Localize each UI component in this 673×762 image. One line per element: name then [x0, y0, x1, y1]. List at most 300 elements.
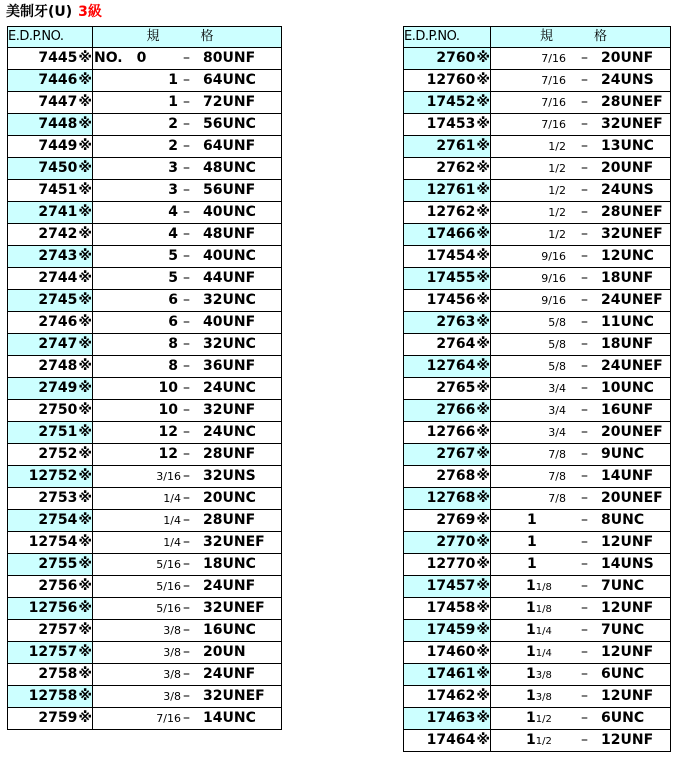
edp-number: 2762 [436, 160, 476, 176]
dash-separator: – [581, 644, 588, 660]
edp-number: 12752 [28, 468, 78, 484]
edp-number: 7446 [38, 72, 78, 88]
dash-separator: – [581, 248, 588, 264]
size-value: 13/8 [526, 688, 552, 704]
spec-cell [93, 202, 282, 224]
edp-cell [404, 290, 491, 312]
note-mark: ※ [78, 578, 92, 594]
size-value: 11/8 [526, 578, 552, 594]
table-row [8, 444, 282, 466]
table-row [8, 686, 282, 708]
table-row [404, 378, 671, 400]
edp-number: 2768 [436, 468, 476, 484]
thread-designation: 24UNF [203, 666, 256, 682]
note-mark: ※ [476, 182, 490, 198]
thread-designation: 12UNC [601, 248, 654, 264]
spec-cell [491, 730, 671, 752]
note-mark: ※ [78, 204, 92, 220]
edp-cell [404, 664, 491, 686]
dash-separator: – [183, 468, 190, 484]
dash-separator: – [581, 336, 588, 352]
size-value: 1/2 [548, 184, 566, 197]
table-row [404, 334, 671, 356]
size-value: 1 [527, 556, 537, 572]
thread-designation: 24UNEF [601, 358, 663, 374]
spec-cell [491, 488, 671, 510]
edp-number: 2753 [38, 490, 78, 506]
edp-cell [404, 202, 491, 224]
header-spec: 規 格 [491, 27, 671, 48]
edp-number: 17454 [426, 248, 476, 264]
thread-designation: 20UNEF [601, 424, 663, 440]
size-value: 11/2 [526, 732, 552, 748]
thread-designation: 32UNS [203, 468, 256, 484]
spec-cell [93, 224, 282, 246]
size-value: 3/8 [163, 646, 181, 659]
thread-designation: 44UNF [203, 270, 256, 286]
spec-cell [491, 246, 671, 268]
note-mark: ※ [476, 710, 490, 726]
dash-separator: – [183, 534, 190, 550]
note-mark: ※ [476, 248, 490, 264]
dash-separator: – [183, 248, 190, 264]
note-mark: ※ [476, 402, 490, 418]
title-grade: 3級 [78, 4, 102, 20]
size-value: 5 [168, 248, 178, 264]
edp-number: 2752 [38, 446, 78, 462]
size-value: 3/16 [156, 470, 181, 483]
edp-cell [404, 180, 491, 202]
spec-cell [491, 598, 671, 620]
spec-cell [491, 378, 671, 400]
table-row [404, 268, 671, 290]
edp-cell [8, 268, 93, 290]
edp-cell [8, 422, 93, 444]
edp-cell [404, 554, 491, 576]
edp-cell [8, 92, 93, 114]
table-row [404, 422, 671, 444]
thread-designation: 20UNF [601, 160, 654, 176]
edp-cell [404, 356, 491, 378]
thread-designation: 12UNF [601, 600, 654, 616]
note-mark: ※ [476, 622, 490, 638]
note-mark: ※ [78, 600, 92, 616]
edp-cell [8, 444, 93, 466]
thread-designation: 32UNEF [601, 116, 663, 132]
edp-cell [404, 92, 491, 114]
table-row [8, 114, 282, 136]
dash-separator: – [581, 116, 588, 132]
size-value: 1/2 [548, 140, 566, 153]
dash-separator: – [581, 380, 588, 396]
spec-cell [491, 576, 671, 598]
thread-designation: 12UNF [601, 688, 654, 704]
edp-number: 2770 [436, 534, 476, 550]
note-mark: ※ [78, 248, 92, 264]
thread-designation: 28UNEF [601, 94, 663, 110]
size-value: 7/16 [541, 96, 566, 109]
dash-separator: – [581, 358, 588, 374]
size-value: 1 [527, 534, 537, 550]
table-row [404, 246, 671, 268]
size-value: 5 [168, 270, 178, 286]
thread-designation: 28UNEF [601, 204, 663, 220]
size-value: 2 [168, 116, 178, 132]
spec-cell [93, 378, 282, 400]
header-spec: 規 格 [93, 27, 282, 48]
table-row [8, 708, 282, 730]
edp-cell [8, 246, 93, 268]
dash-separator: – [183, 160, 190, 176]
spec-cell [93, 246, 282, 268]
edp-cell [8, 664, 93, 686]
dash-separator: – [183, 292, 190, 308]
thread-designation: 13UNC [601, 138, 654, 154]
edp-cell [404, 510, 491, 532]
thread-designation: 12UNF [601, 644, 654, 660]
dash-separator: – [581, 72, 588, 88]
spec-cell [93, 400, 282, 422]
table-row [8, 488, 282, 510]
spec-cell [93, 180, 282, 202]
edp-cell [8, 224, 93, 246]
thread-designation: 18UNC [203, 556, 256, 572]
size-value: 3 [168, 182, 178, 198]
size-value: 7/8 [548, 492, 566, 505]
dash-separator: – [581, 160, 588, 176]
size-value: 11/4 [526, 622, 552, 638]
size-value: 7/16 [541, 118, 566, 131]
edp-number: 2746 [38, 314, 78, 330]
size-value: 10 [158, 380, 178, 396]
spec-cell [93, 664, 282, 686]
edp-cell [8, 642, 93, 664]
note-mark: ※ [78, 556, 92, 572]
table-row [8, 554, 282, 576]
dash-separator: – [183, 556, 190, 572]
dash-separator: – [183, 710, 190, 726]
edp-cell [404, 114, 491, 136]
edp-number: 2766 [436, 402, 476, 418]
size-value: 3/4 [548, 404, 566, 417]
table-row [404, 158, 671, 180]
size-value: 5/8 [548, 316, 566, 329]
size-value: 3/8 [163, 690, 181, 703]
size-value: 3 [168, 160, 178, 176]
dash-separator: – [183, 50, 190, 66]
edp-number: 17459 [426, 622, 476, 638]
table-row [404, 202, 671, 224]
table-row [404, 136, 671, 158]
thread-designation: 36UNF [203, 358, 256, 374]
spec-cell [491, 114, 671, 136]
spec-cell [93, 114, 282, 136]
thread-designation: 32UNC [203, 292, 256, 308]
dash-separator: – [183, 358, 190, 374]
table-row [404, 290, 671, 312]
header-edp: E.D.P.NO. [404, 27, 491, 48]
thread-designation: 14UNF [601, 468, 654, 484]
edp-number: 12764 [426, 358, 476, 374]
spec-table-right [403, 26, 671, 752]
note-mark: ※ [78, 94, 92, 110]
spec-cell [93, 312, 282, 334]
edp-cell [8, 290, 93, 312]
table-row [8, 92, 282, 114]
edp-number: 12761 [426, 182, 476, 198]
note-mark: ※ [476, 138, 490, 154]
thread-designation: 28UNF [203, 512, 256, 528]
table-row [404, 466, 671, 488]
thread-designation: 32UNF [203, 402, 256, 418]
thread-designation: 14UNS [601, 556, 654, 572]
note-mark: ※ [78, 512, 92, 528]
size-value: 5/16 [156, 602, 181, 615]
edp-cell [404, 730, 491, 752]
edp-cell [8, 312, 93, 334]
size-value: 5/16 [156, 558, 181, 571]
table-row [404, 510, 671, 532]
note-mark: ※ [476, 380, 490, 396]
thread-designation: 20UNC [203, 490, 256, 506]
spec-cell [491, 554, 671, 576]
note-mark: ※ [476, 314, 490, 330]
edp-cell [404, 400, 491, 422]
thread-designation: 72UNF [203, 94, 256, 110]
edp-number: 17455 [426, 270, 476, 286]
table-row [8, 48, 282, 70]
edp-number: 17460 [426, 644, 476, 660]
edp-cell [8, 576, 93, 598]
dash-separator: – [183, 688, 190, 704]
table-row [8, 532, 282, 554]
table-row [404, 576, 671, 598]
table-row [404, 312, 671, 334]
thread-designation: 80UNF [203, 50, 256, 66]
size-value: 1/4 [163, 536, 181, 549]
thread-designation: 40UNC [203, 248, 256, 264]
table-row [8, 664, 282, 686]
edp-cell [404, 532, 491, 554]
edp-number: 12770 [426, 556, 476, 572]
edp-cell [404, 488, 491, 510]
spec-cell [93, 620, 282, 642]
spec-cell [93, 268, 282, 290]
edp-number: 2750 [38, 402, 78, 418]
dash-separator: – [581, 94, 588, 110]
table-row [8, 334, 282, 356]
edp-number: 17456 [426, 292, 476, 308]
table-row [8, 268, 282, 290]
note-mark: ※ [476, 270, 490, 286]
edp-number: 2745 [38, 292, 78, 308]
spec-cell [491, 70, 671, 92]
edp-cell [404, 136, 491, 158]
note-mark: ※ [78, 116, 92, 132]
note-mark: ※ [78, 380, 92, 396]
thread-designation: 18UNF [601, 270, 654, 286]
table-row [404, 620, 671, 642]
dash-separator: – [183, 94, 190, 110]
thread-designation: 11UNC [601, 314, 654, 330]
edp-number: 17452 [426, 94, 476, 110]
note-mark: ※ [78, 468, 92, 484]
thread-designation: 64UNF [203, 138, 256, 154]
note-mark: ※ [476, 490, 490, 506]
edp-cell [8, 708, 93, 730]
spec-cell [491, 136, 671, 158]
table-row [8, 180, 282, 202]
size-value: 3/8 [163, 668, 181, 681]
spec-cell [491, 180, 671, 202]
spec-cell [93, 642, 282, 664]
edp-number: 12762 [426, 204, 476, 220]
dash-separator: – [581, 512, 588, 528]
note-mark: ※ [78, 358, 92, 374]
table-row [404, 48, 671, 70]
thread-designation: 14UNC [203, 710, 256, 726]
table-row [404, 92, 671, 114]
spec-table-left [7, 26, 282, 730]
dash-separator: – [183, 380, 190, 396]
size-value: 7/8 [548, 448, 566, 461]
dash-separator: – [581, 204, 588, 220]
dash-separator: – [581, 534, 588, 550]
size-value: 1/2 [548, 228, 566, 241]
edp-cell [8, 136, 93, 158]
edp-number: 7448 [38, 116, 78, 132]
edp-cell [404, 642, 491, 664]
spec-cell [93, 466, 282, 488]
spec-cell [93, 532, 282, 554]
edp-cell [8, 598, 93, 620]
edp-cell [8, 334, 93, 356]
dash-separator: – [183, 512, 190, 528]
note-mark: ※ [78, 402, 92, 418]
edp-number: 7449 [38, 138, 78, 154]
size-value: 4 [168, 226, 178, 242]
note-mark: ※ [476, 468, 490, 484]
thread-designation: 40UNC [203, 204, 256, 220]
size-value: 5/8 [548, 360, 566, 373]
edp-cell [8, 554, 93, 576]
spec-cell [491, 92, 671, 114]
spec-cell [93, 48, 282, 70]
edp-cell [8, 510, 93, 532]
table-row [404, 730, 671, 752]
edp-number: 2758 [38, 666, 78, 682]
edp-number: 12757 [28, 644, 78, 660]
dash-separator: – [581, 402, 588, 418]
table-row [8, 312, 282, 334]
note-mark: ※ [78, 446, 92, 462]
edp-cell [8, 158, 93, 180]
dash-separator: – [581, 50, 588, 66]
page-title [6, 2, 102, 22]
size-value: 11/2 [526, 710, 552, 726]
edp-number: 2754 [38, 512, 78, 528]
edp-number: 17464 [426, 732, 476, 748]
size-value: 1/4 [163, 514, 181, 527]
edp-number: 2741 [38, 204, 78, 220]
size-value: 9/16 [541, 294, 566, 307]
dash-separator: – [581, 710, 588, 726]
table-row [404, 356, 671, 378]
spec-cell [93, 92, 282, 114]
thread-designation: 32UNC [203, 336, 256, 352]
dash-separator: – [183, 578, 190, 594]
note-mark: ※ [78, 490, 92, 506]
edp-cell [8, 70, 93, 92]
edp-cell [404, 576, 491, 598]
edp-number: 17463 [426, 710, 476, 726]
thread-designation: 32UNEF [203, 534, 265, 550]
thread-designation: 48UNF [203, 226, 256, 242]
thread-designation: 16UNF [601, 402, 654, 418]
dash-separator: – [183, 402, 190, 418]
edp-cell [404, 268, 491, 290]
size-value: 7/16 [156, 712, 181, 725]
thread-designation: 40UNF [203, 314, 256, 330]
note-mark: ※ [476, 688, 490, 704]
edp-number: 17462 [426, 688, 476, 704]
table-row [8, 378, 282, 400]
note-mark: ※ [476, 732, 490, 748]
edp-cell [8, 466, 93, 488]
spec-cell [93, 444, 282, 466]
dash-separator: – [581, 182, 588, 198]
note-mark: ※ [476, 336, 490, 352]
spec-cell [491, 224, 671, 246]
table-row [8, 510, 282, 532]
size-value: 1/4 [163, 492, 181, 505]
table-row [404, 180, 671, 202]
table-row [8, 620, 282, 642]
edp-number: 17466 [426, 226, 476, 242]
table-row [8, 158, 282, 180]
edp-number: 2749 [38, 380, 78, 396]
note-mark: ※ [476, 666, 490, 682]
thread-designation: 24UNS [601, 182, 654, 198]
edp-cell [404, 686, 491, 708]
size-value: 11/4 [526, 644, 552, 660]
dash-separator: – [581, 600, 588, 616]
spec-cell [491, 422, 671, 444]
edp-cell [8, 686, 93, 708]
size-value: 6 [168, 292, 178, 308]
edp-cell [8, 180, 93, 202]
thread-designation: 64UNC [203, 72, 256, 88]
spec-cell [93, 422, 282, 444]
note-mark: ※ [476, 116, 490, 132]
table-row [8, 400, 282, 422]
edp-number: 12768 [426, 490, 476, 506]
edp-number: 2756 [38, 578, 78, 594]
spec-cell [93, 686, 282, 708]
dash-separator: – [183, 138, 190, 154]
edp-cell [404, 378, 491, 400]
size-value: 5/8 [548, 338, 566, 351]
size-value: 9/16 [541, 250, 566, 263]
table-row [8, 642, 282, 664]
spec-cell [491, 686, 671, 708]
edp-cell [404, 312, 491, 334]
edp-cell [404, 620, 491, 642]
table-row [404, 664, 671, 686]
edp-cell [404, 444, 491, 466]
dash-separator: – [183, 336, 190, 352]
spec-cell [93, 136, 282, 158]
